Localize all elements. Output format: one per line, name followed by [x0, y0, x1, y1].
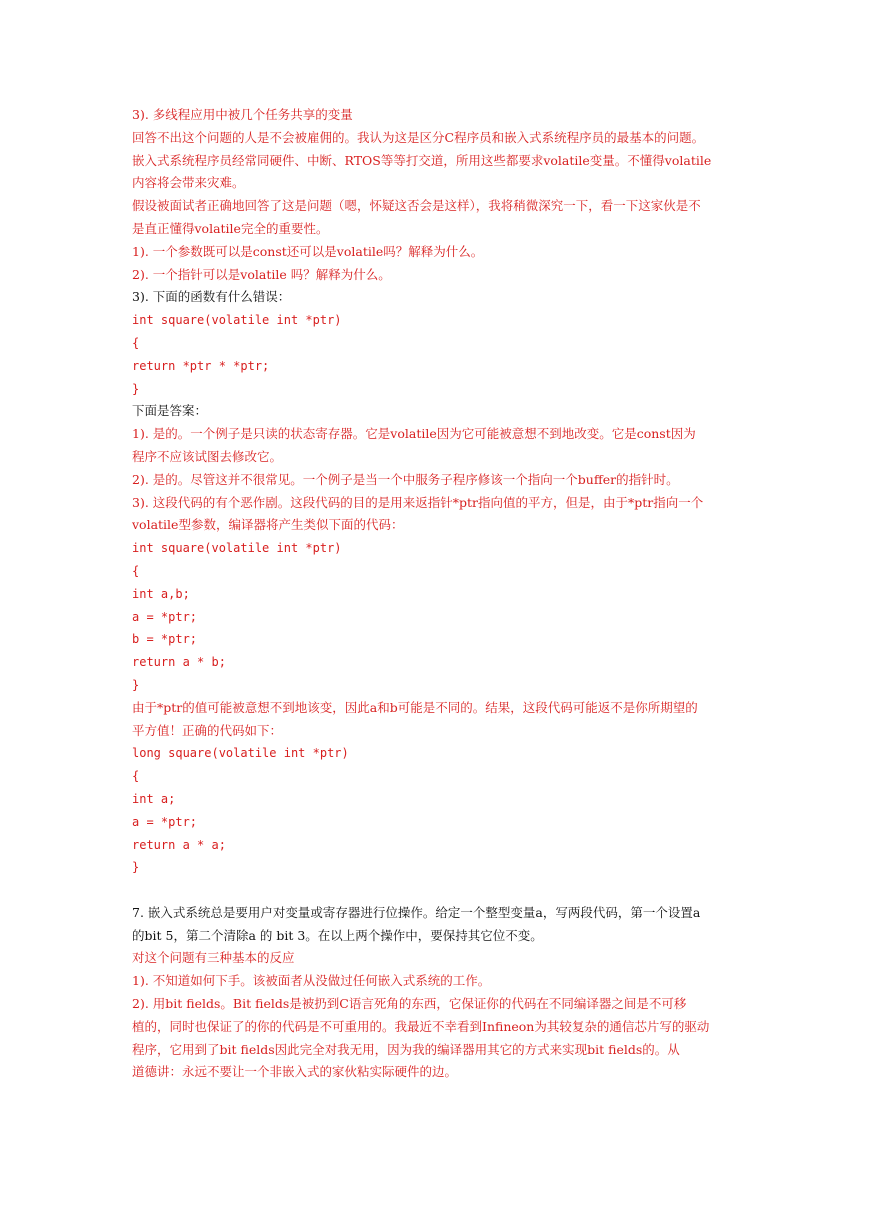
bit-operation-question-section [132, 902, 742, 1084]
paragraph-gap [132, 879, 742, 902]
code-line: int square(volatile int *ptr) [132, 541, 342, 556]
text-line: 7. 嵌入式系统总是要用户对变量或寄存器进行位操作。给定一个整型变量a，写两段代码，第一个设置a [132, 904, 701, 920]
code-line: { [132, 335, 140, 350]
text-line: volatile型参数，编译器将产生类似下面的代码： [132, 517, 404, 533]
text-line: 程序，它用到了bit fields因此完全对我无用，因为我的编译器用其它的方式来实现bit fields的。从 [132, 1041, 680, 1057]
text-line: 3). 下面的函数有什么错误： [132, 289, 291, 305]
code-line: return a * a; [132, 837, 226, 852]
code-line: { [132, 769, 140, 784]
code-line: return a * b; [132, 655, 226, 670]
text-line: 下面是答案： [132, 403, 208, 419]
code-line: } [132, 677, 140, 692]
text-line: 平方值！正确的代码如下： [132, 722, 283, 738]
text-line: 3). 这段代码的有个恶作剧。这段代码的目的是用来返指针*ptr指向值的平方，但是，由于*ptr指向一个 [132, 494, 704, 510]
text-line: 的bit 5，第二个清除a 的 bit 3。在以上两个操作中，要保持其它位不变。 [132, 927, 543, 943]
text-line: 由于*ptr的值可能被意想不到地该变，因此a和b可能是不同的。结果，这段代码可能返不是你所期望的 [132, 699, 698, 715]
text-line: 道德讲：永远不要让一个非嵌入式的家伙粘实际硬件的边。 [132, 1064, 458, 1080]
text-line: 回答不出这个问题的人是不会被雇佣的。我认为这是区分C程序员和嵌入式系统程序员的最基本的问题。 [132, 129, 705, 145]
code-line: } [132, 860, 140, 875]
code-line: int a,b; [132, 586, 190, 601]
code-line: } [132, 381, 140, 396]
code-line: int a; [132, 791, 176, 806]
text-line: 嵌入式系统程序员经常同硬件、中断、RTOS等等打交道，所用这些都要求volatile变量。不懂得volatile [132, 152, 712, 168]
volatile-answer-section [132, 104, 742, 879]
code-line: b = *ptr; [132, 632, 198, 647]
code-line: long square(volatile int *ptr) [132, 746, 349, 761]
text-line: 假设被面试者正确地回答了这是问题（嗯，怀疑这否会是这样），我将稍微深究一下，看一下这家伙是不 [132, 198, 701, 214]
text-line: 对这个问题有三种基本的反应 [132, 950, 295, 966]
text-line: 程序不应该试图去修改它。 [132, 448, 283, 464]
text-line: 内容将会带来灾难。 [132, 175, 245, 191]
code-line: return *ptr * *ptr; [132, 358, 270, 373]
text-line: 是直正懂得volatile完全的重要性。 [132, 220, 329, 236]
code-line: a = *ptr; [132, 814, 198, 829]
text-line: 植的，同时也保证了的你的代码是不可重用的。我最近不幸看到Infineon为其较复杂的通信芯片写的驱动 [132, 1018, 710, 1034]
text-line: 2). 一个指针可以是volatile 吗？解释为什么。 [132, 266, 391, 282]
text-line: 2). 用bit fields。Bit fields是被扔到C语言死角的东西，它保证你的代码在不同编译器之间是不可移 [132, 996, 687, 1012]
text-line: 1). 不知道如何下手。该被面者从没做过任何嵌入式系统的工作。 [132, 973, 491, 989]
document-body [132, 104, 742, 1084]
code-line: int square(volatile int *ptr) [132, 313, 342, 328]
text-line: 2). 是的。尽管这并不很常见。一个例子是当一个中服务子程序修该一个指向一个buffer的指针时。 [132, 471, 679, 487]
code-line: { [132, 563, 140, 578]
text-line: 3). 多线程应用中被几个任务共享的变量 [132, 107, 353, 122]
text-line: 1). 是的。一个例子是只读的状态寄存器。它是volatile因为它可能被意想不到地改变。它是const因为 [132, 426, 696, 442]
text-line: 1). 一个参数既可以是const还可以是volatile吗？解释为什么。 [132, 243, 484, 259]
code-line: a = *ptr; [132, 609, 198, 624]
